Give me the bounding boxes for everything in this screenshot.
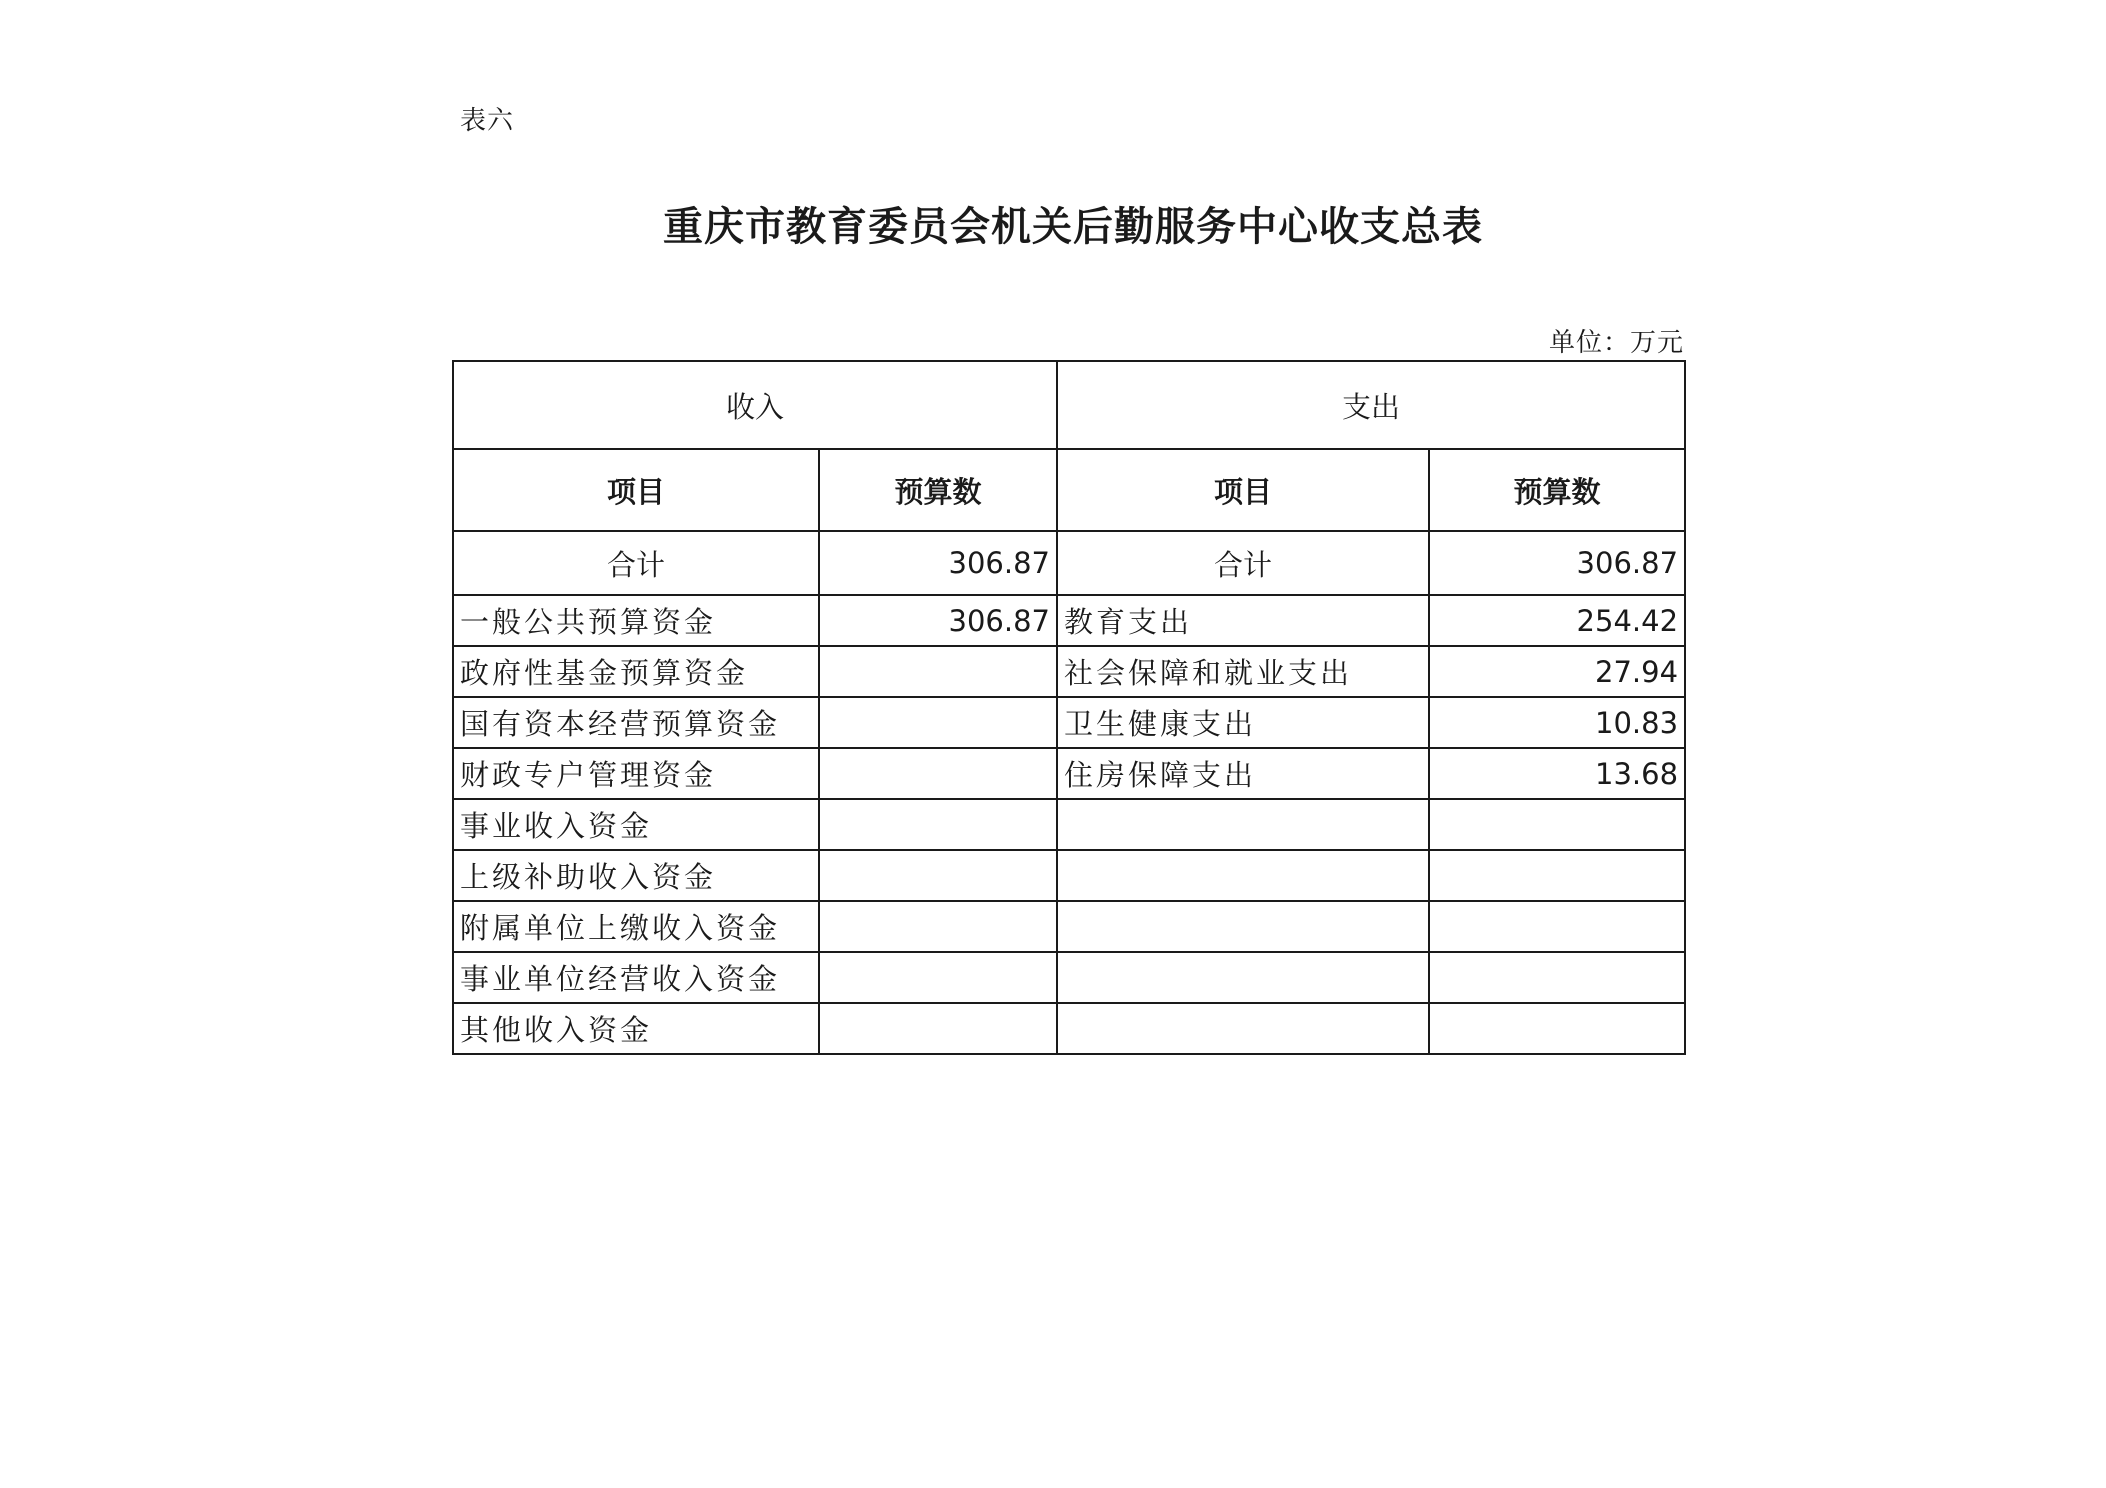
- table-row: [453, 901, 1685, 952]
- expense-value: [1429, 799, 1685, 850]
- expense-value: [1429, 1003, 1685, 1054]
- table-row: [453, 1003, 1685, 1054]
- section-header-row: [453, 361, 1685, 449]
- income-budget-column-header: 预算数: [819, 449, 1057, 531]
- income-item-column-header: 项目: [453, 449, 819, 531]
- expense-value: [1429, 952, 1685, 1003]
- expense-item-column-header: 项目: [1057, 449, 1429, 531]
- expense-value: 254.42: [1429, 595, 1685, 646]
- expense-value: [1429, 901, 1685, 952]
- expense-item: [1057, 952, 1429, 1003]
- income-total-label: 合计: [453, 531, 819, 595]
- income-item: 附属单位上缴收入资金: [453, 901, 819, 952]
- table-row: [453, 697, 1685, 748]
- income-item: 事业单位经营收入资金: [453, 952, 819, 1003]
- unit-label: 单位：万元: [1548, 328, 1684, 358]
- income-item: 其他收入资金: [453, 1003, 819, 1054]
- table-row: [453, 850, 1685, 901]
- income-value: [819, 646, 1057, 697]
- expense-section-header: 支出: [1057, 361, 1685, 449]
- income-value: [819, 901, 1057, 952]
- income-section-header: 收入: [453, 361, 1057, 449]
- table-row: [453, 799, 1685, 850]
- total-row: [453, 531, 1685, 595]
- expense-item: 教育支出: [1057, 595, 1429, 646]
- expense-budget-column-header: 预算数: [1429, 449, 1685, 531]
- page-title: 重庆市教育委员会机关后勤服务中心收支总表: [663, 204, 1483, 250]
- income-item: 一般公共预算资金: [453, 595, 819, 646]
- expense-item: [1057, 1003, 1429, 1054]
- expense-item: [1057, 850, 1429, 901]
- expense-item: [1057, 799, 1429, 850]
- income-value: [819, 850, 1057, 901]
- income-item: 上级补助收入资金: [453, 850, 819, 901]
- column-header-row: [453, 449, 1685, 531]
- expense-value: [1429, 850, 1685, 901]
- budget-summary-table: [452, 360, 1686, 1055]
- expense-total-label: 合计: [1057, 531, 1429, 595]
- table-row: [453, 952, 1685, 1003]
- table-row: [453, 595, 1685, 646]
- income-item: 事业收入资金: [453, 799, 819, 850]
- expense-total-value: 306.87: [1429, 531, 1685, 595]
- income-item: 国有资本经营预算资金: [453, 697, 819, 748]
- income-value: [819, 697, 1057, 748]
- expense-item: [1057, 901, 1429, 952]
- expense-item: 住房保障支出: [1057, 748, 1429, 799]
- table-row: [453, 748, 1685, 799]
- income-total-value: 306.87: [819, 531, 1057, 595]
- expense-value: 27.94: [1429, 646, 1685, 697]
- expense-value: 10.83: [1429, 697, 1685, 748]
- expense-item: 社会保障和就业支出: [1057, 646, 1429, 697]
- income-value: [819, 799, 1057, 850]
- income-value: [819, 748, 1057, 799]
- expense-item: 卫生健康支出: [1057, 697, 1429, 748]
- income-value: [819, 952, 1057, 1003]
- expense-value: 13.68: [1429, 748, 1685, 799]
- table-row: [453, 646, 1685, 697]
- table-number-label: 表六: [460, 106, 515, 136]
- income-item: 财政专户管理资金: [453, 748, 819, 799]
- income-value: 306.87: [819, 595, 1057, 646]
- income-item: 政府性基金预算资金: [453, 646, 819, 697]
- income-value: [819, 1003, 1057, 1054]
